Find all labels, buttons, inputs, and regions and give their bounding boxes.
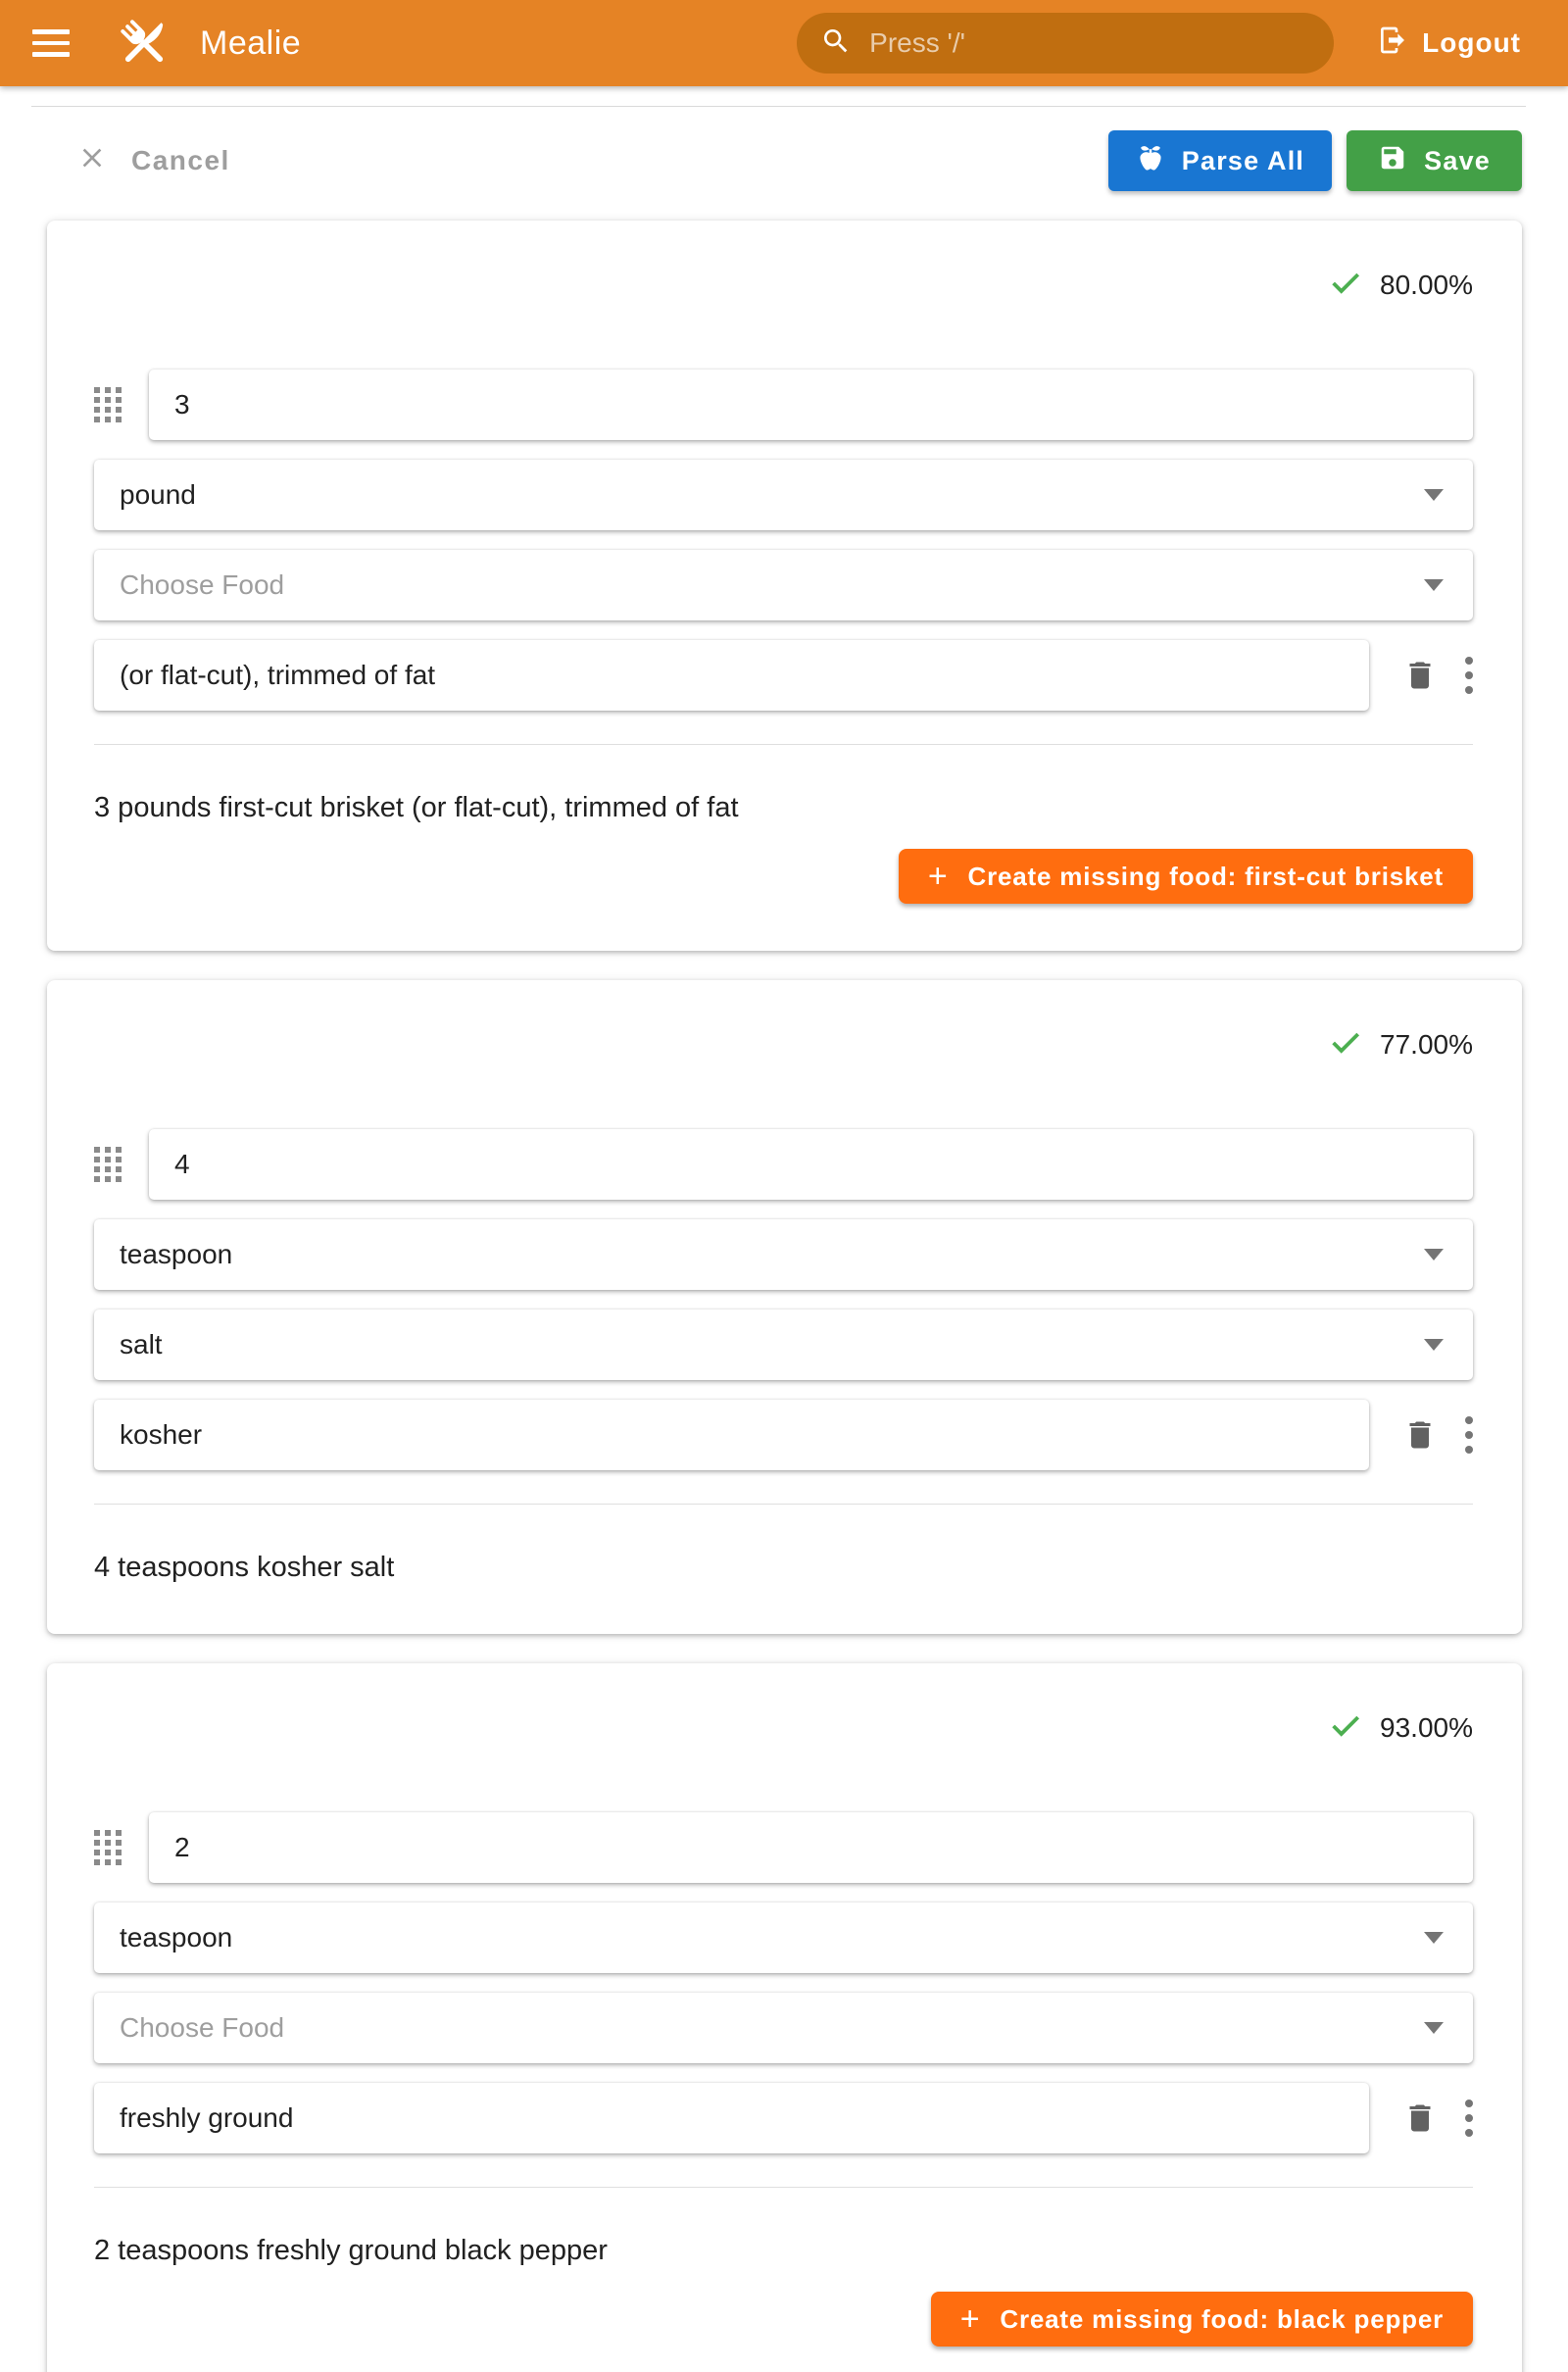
quantity-input[interactable] [149, 1129, 1473, 1200]
create-missing-food-button[interactable] [899, 849, 1473, 904]
check-icon [1327, 264, 1364, 308]
save-label: Save [1424, 145, 1491, 175]
note-row [94, 640, 1473, 711]
note-input[interactable] [94, 640, 1369, 711]
original-ingredient-text: 4 teaspoons kosher salt [94, 1552, 395, 1583]
ingredient-card [47, 221, 1522, 951]
confidence-indicator [94, 1023, 1473, 1066]
delete-button[interactable] [1402, 658, 1438, 693]
divider [94, 2187, 1473, 2188]
drag-handle-icon[interactable] [94, 1830, 123, 1865]
food-placeholder: Choose Food [120, 2012, 285, 2043]
quantity-row [94, 1812, 1473, 1883]
note-input[interactable] [94, 2083, 1369, 2153]
save-icon [1378, 143, 1407, 179]
quantity-input[interactable] [149, 370, 1473, 440]
original-ingredient-text: 2 teaspoons freshly ground black pepper [94, 2235, 608, 2266]
ingredient-parser-results [0, 191, 1568, 2372]
quantity-input[interactable] [149, 1812, 1473, 1883]
search-bar[interactable] [797, 13, 1334, 74]
mealie-logo-icon[interactable] [114, 13, 174, 74]
parse-all-button[interactable] [1108, 130, 1332, 191]
unit-value: pound [120, 479, 196, 510]
create-missing-food-label: Create missing food: first-cut brisket [967, 861, 1444, 891]
note-row [94, 2083, 1473, 2153]
logout-icon [1377, 25, 1408, 63]
kebab-menu-button[interactable] [1465, 1416, 1473, 1454]
confidence-value: 77.00% [1380, 1029, 1473, 1060]
app-bar [0, 0, 1568, 86]
kebab-menu-button[interactable] [1465, 2100, 1473, 2137]
check-icon [1327, 1023, 1364, 1067]
unit-value: teaspoon [120, 1239, 233, 1269]
note-input[interactable] [94, 1400, 1369, 1470]
confidence-value: 93.00% [1380, 1712, 1473, 1743]
parse-all-label: Parse All [1181, 145, 1305, 175]
editor-toolbar [0, 107, 1568, 191]
create-missing-food-button[interactable] [931, 2292, 1473, 2347]
drag-handle-icon[interactable] [94, 1147, 123, 1182]
ingredient-card [47, 1663, 1522, 2372]
chevron-down-icon [1424, 1339, 1444, 1351]
close-icon [76, 142, 108, 180]
unit-select[interactable] [94, 1219, 1473, 1290]
drag-handle-icon[interactable] [94, 387, 123, 422]
chevron-down-icon [1424, 1249, 1444, 1260]
confidence-indicator [94, 264, 1473, 307]
apple-icon [1136, 143, 1165, 179]
plus-icon: + [959, 2300, 981, 2338]
delete-button[interactable] [1402, 1417, 1438, 1453]
chevron-down-icon [1424, 2022, 1444, 2034]
food-select[interactable] [94, 1993, 1473, 2063]
quantity-row [94, 370, 1473, 440]
cancel-label: Cancel [131, 145, 230, 175]
check-icon [1327, 1706, 1364, 1751]
unit-select[interactable] [94, 460, 1473, 530]
food-select[interactable] [94, 550, 1473, 620]
divider [94, 744, 1473, 745]
unit-select[interactable] [94, 1903, 1473, 1973]
food-select[interactable] [94, 1310, 1473, 1380]
logout-label: Logout [1422, 27, 1521, 58]
confidence-indicator [94, 1706, 1473, 1750]
quantity-row [94, 1129, 1473, 1200]
search-icon [820, 25, 852, 62]
delete-button[interactable] [1402, 2100, 1438, 2136]
chevron-down-icon [1424, 489, 1444, 501]
search-input[interactable] [869, 27, 1281, 59]
logout-button[interactable] [1377, 25, 1521, 63]
cancel-button[interactable] [76, 142, 230, 180]
kebab-menu-button[interactable] [1465, 657, 1473, 694]
menu-button[interactable] [22, 14, 80, 73]
original-ingredient-text: 3 pounds first-cut brisket (or flat-cut), trimmed of fat [94, 792, 739, 823]
app-title: Mealie [200, 24, 302, 62]
divider [94, 1504, 1473, 1505]
unit-value: teaspoon [120, 1922, 233, 1952]
plus-icon: + [927, 858, 949, 895]
save-button[interactable] [1347, 130, 1522, 191]
chevron-down-icon [1424, 579, 1444, 591]
create-missing-food-label: Create missing food: black pepper [1000, 2303, 1444, 2334]
chevron-down-icon [1424, 1932, 1444, 1944]
ingredient-card [47, 980, 1522, 1634]
food-placeholder: Choose Food [120, 569, 285, 600]
confidence-value: 80.00% [1380, 270, 1473, 300]
note-row [94, 1400, 1473, 1470]
food-value: salt [120, 1329, 163, 1359]
